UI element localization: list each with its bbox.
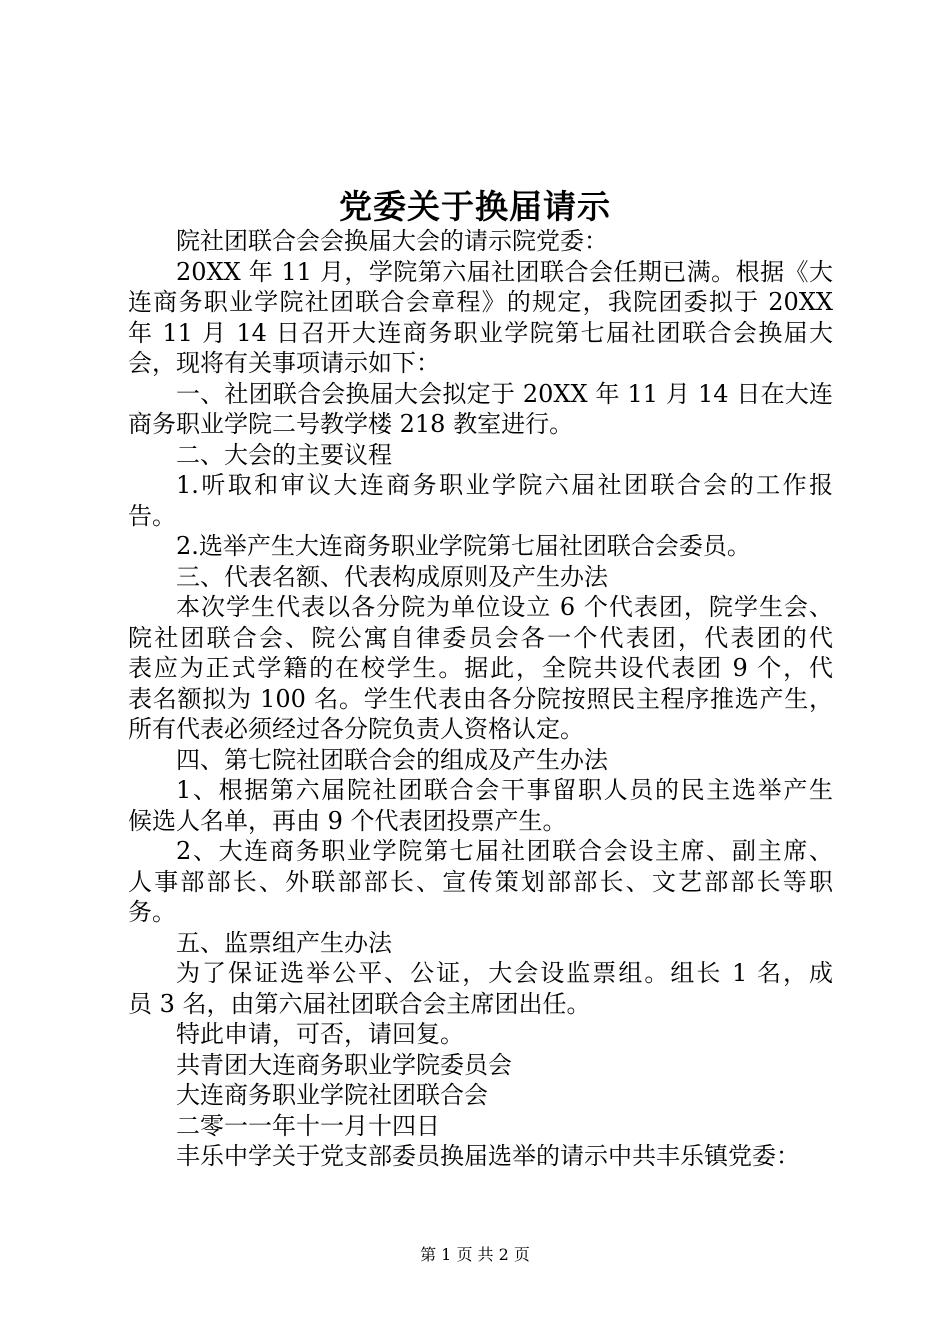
text-line: 务。 [128, 898, 176, 926]
text-line: 员 3 名，由第六届社团联合会主席团出任。 [128, 989, 591, 1018]
text-line: 候选人名单，再由 9 个代表团投票产生。 [128, 806, 567, 835]
section-heading: 五、监票组产生办法 [176, 928, 392, 957]
signature-organization: 共青团大连商务职业学院委员会 [176, 1050, 512, 1079]
text-line: 连商务职业学院社团联合会章程》的规定，我院团委拟于 20XX [128, 288, 833, 316]
text-line: 表名额拟为 100 名。学生代表由各分院按照民主程序推选产生， [128, 684, 833, 713]
signature-date: 二零一一年十一月十四日 [176, 1111, 440, 1140]
closing-request: 特此申请，可否，请回复。 [176, 1020, 464, 1048]
text-line: 商务职业学院二号教学楼 218 教室进行。 [128, 410, 574, 438]
text-line: 院社团联合会会换届大会的请示院党委： [176, 227, 608, 255]
text-line: 会，现将有关事项请示如下： [128, 349, 440, 377]
text-line: 2.选举产生大连商务职业学院第七届社团联合会委员。 [176, 532, 751, 560]
section-heading: 四、第七院社团联合会的组成及产生办法 [176, 745, 608, 774]
page-number-footer: 第 1 页 共 2 页 [420, 1245, 530, 1264]
text-line: 人事部部长、外联部部长、宣传策划部部长、文艺部部长等职 [128, 867, 833, 896]
text-line: 1.听取和审议大连商务职业学院六届社团联合会的工作报 [176, 471, 833, 499]
text-line: 本次学生代表以各分院为单位设立 6 个代表团，院学生会、 [176, 593, 833, 621]
text-line: 所有代表必须经过各分院负责人资格认定。 [128, 715, 584, 743]
section-heading: 三、代表名额、代表构成原则及产生办法 [176, 562, 608, 591]
section-heading: 二、大会的主要议程 [176, 440, 392, 469]
text-line: 告。 [128, 501, 176, 530]
text-line: 20XX 年 11 月，学院第六届社团联合会任期已满。根据《大 [176, 257, 833, 286]
signature-organization: 大连商务职业学院社团联合会 [176, 1081, 488, 1109]
text-line: 2、大连商务职业学院第七届社团联合会设主席、副主席、 [176, 837, 833, 865]
document-body [128, 226, 833, 1172]
document-title: 党委关于换届请示 [339, 187, 611, 226]
text-line: 表应为正式学籍的在校学生。据此，全院共设代表团 9 个，代 [128, 654, 833, 682]
text-line: 丰乐中学关于党支部委员换届选举的请示中共丰乐镇党委： [176, 1142, 800, 1170]
text-line: 一、社团联合会换届大会拟定于 20XX 年 11 月 14 日在大连 [176, 379, 833, 408]
text-line: 为了保证选举公平、公证，大会设监票组。组长 1 名，成 [176, 959, 833, 987]
text-line: 年 11 月 14 日召开大连商务职业学院第七届社团联合会换届大 [128, 318, 833, 347]
text-line: 院社团联合会、院公寓自律委员会各一个代表团，代表团的代 [128, 623, 833, 652]
text-line: 1、根据第六届院社团联合会干事留职人员的民主选举产生 [176, 776, 833, 804]
